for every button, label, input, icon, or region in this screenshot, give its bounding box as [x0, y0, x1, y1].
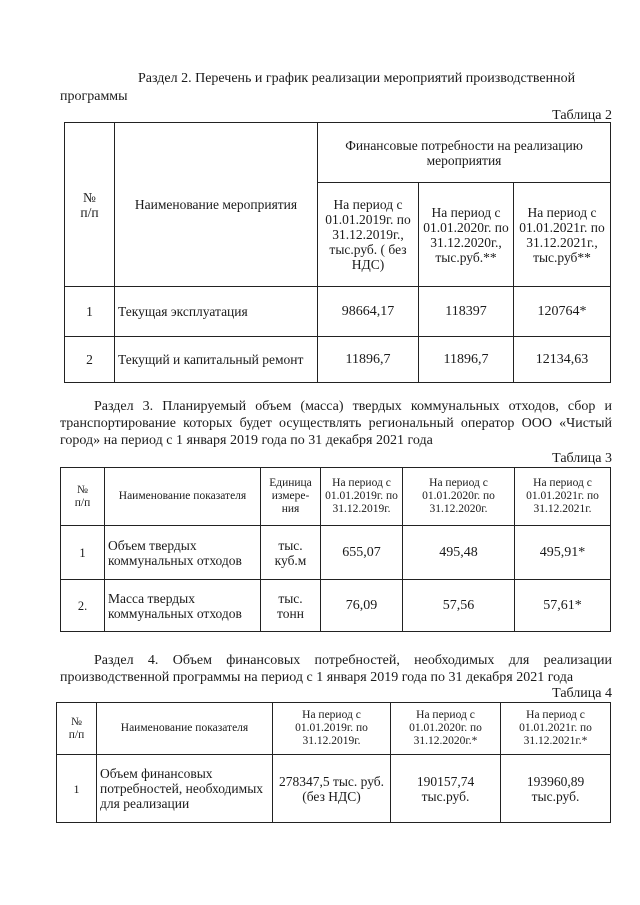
row-value-2020: 11896,7 [419, 337, 514, 383]
row-no: 2. [61, 580, 105, 632]
row-value-2019: 655,07 [321, 526, 403, 580]
table2-header-period-2021: На период с 01.01.2021г. по 31.12.2021г., тыс.руб** [514, 183, 611, 287]
table-3 [60, 467, 611, 632]
table-2 [64, 122, 611, 383]
section2-title-line2: программы [60, 89, 128, 104]
table3-header-name: Наименование показателя [105, 468, 261, 526]
row-name: Объем твердых коммунальных отходов [105, 526, 261, 580]
row-value-2021: 12134,63 [514, 337, 611, 383]
row-no: 1 [65, 287, 115, 337]
row-no: 1 [61, 526, 105, 580]
row-value-2020: 118397 [419, 287, 514, 337]
table4-header-period-2020: На период с 01.01.2020г. по 31.12.2020г.* [391, 703, 501, 755]
table3-header-unit: Единица измере-ния [261, 468, 321, 526]
table3-header-period-2021: На период с 01.01.2021г. по 31.12.2021г. [515, 468, 611, 526]
row-value-2020: 495,48 [403, 526, 515, 580]
section4-title: Раздел 4. Объем финансовых потребностей, необходимых для реализации производственной программы на период с 1 января 2019 года по 31 декабря 2021 года [60, 653, 612, 685]
table4-header-period-2021: На период с 01.01.2021г. по 31.12.2021г.* [501, 703, 611, 755]
table2-header-period-2019: На период с 01.01.2019г. по 31.12.2019г., тыс.руб. ( без НДС) [318, 183, 419, 287]
row-value-2021: 57,61* [515, 580, 611, 632]
table2-header-group: Финансовые потребности на реализацию мероприятия [318, 123, 611, 183]
table2-header-no: № п/п [65, 123, 115, 287]
row-value-2021: 193960,89 тыс.руб. [501, 755, 611, 823]
row-value-2020: 190157,74 тыс.руб. [391, 755, 501, 823]
row-name: Масса твердых коммунальных отходов [105, 580, 261, 632]
table-row [61, 580, 611, 632]
row-name: Объем финансовых потребностей, необходимых для реализации [97, 755, 273, 823]
row-no: 2 [65, 337, 115, 383]
table3-header-no: № п/п [61, 468, 105, 526]
row-value-2019: 98664,17 [318, 287, 419, 337]
table-row [57, 755, 611, 823]
table2-label: Таблица 2 [552, 108, 612, 123]
table-row [65, 287, 611, 337]
section2-title-line1: Раздел 2. Перечень и график реализации мероприятий производственной [138, 71, 576, 86]
table4-label: Таблица 4 [552, 686, 612, 701]
table-4 [56, 702, 611, 823]
row-unit: тыс. куб.м [261, 526, 321, 580]
row-value-2019: 11896,7 [318, 337, 419, 383]
row-name: Текущий и капитальный ремонт [115, 337, 318, 383]
table2-header-period-2020: На период с 01.01.2020г. по 31.12.2020г., тыс.руб.** [419, 183, 514, 287]
row-value-2019: 76,09 [321, 580, 403, 632]
table3-header-period-2019: На период с 01.01.2019г. по 31.12.2019г. [321, 468, 403, 526]
row-value-2021: 495,91* [515, 526, 611, 580]
row-value-2020: 57,56 [403, 580, 515, 632]
table4-header-name: Наименование показателя [97, 703, 273, 755]
table-row [65, 337, 611, 383]
row-no: 1 [57, 755, 97, 823]
row-value-2021: 120764* [514, 287, 611, 337]
row-value-2019: 278347,5 тыс. руб. (без НДС) [273, 755, 391, 823]
table4-header-period-2019: На период с 01.01.2019г. по 31.12.2019г. [273, 703, 391, 755]
table3-label: Таблица 3 [552, 451, 612, 466]
table4-header-no: № п/п [57, 703, 97, 755]
table3-header-period-2020: На период с 01.01.2020г. по 31.12.2020г. [403, 468, 515, 526]
table2-header-name: Наименование мероприятия [115, 123, 318, 287]
row-name: Текущая эксплуатация [115, 287, 318, 337]
table-row [61, 526, 611, 580]
section3-title: Раздел 3. Планируемый объем (масса) твердых коммунальных отходов, сбор и транспортирование которых будет осуществлять региональный оператор ООО «Чистый город» на период с 1 января 2019 года по 31 декабря 2021 года [60, 399, 612, 448]
row-unit: тыс. тонн [261, 580, 321, 632]
